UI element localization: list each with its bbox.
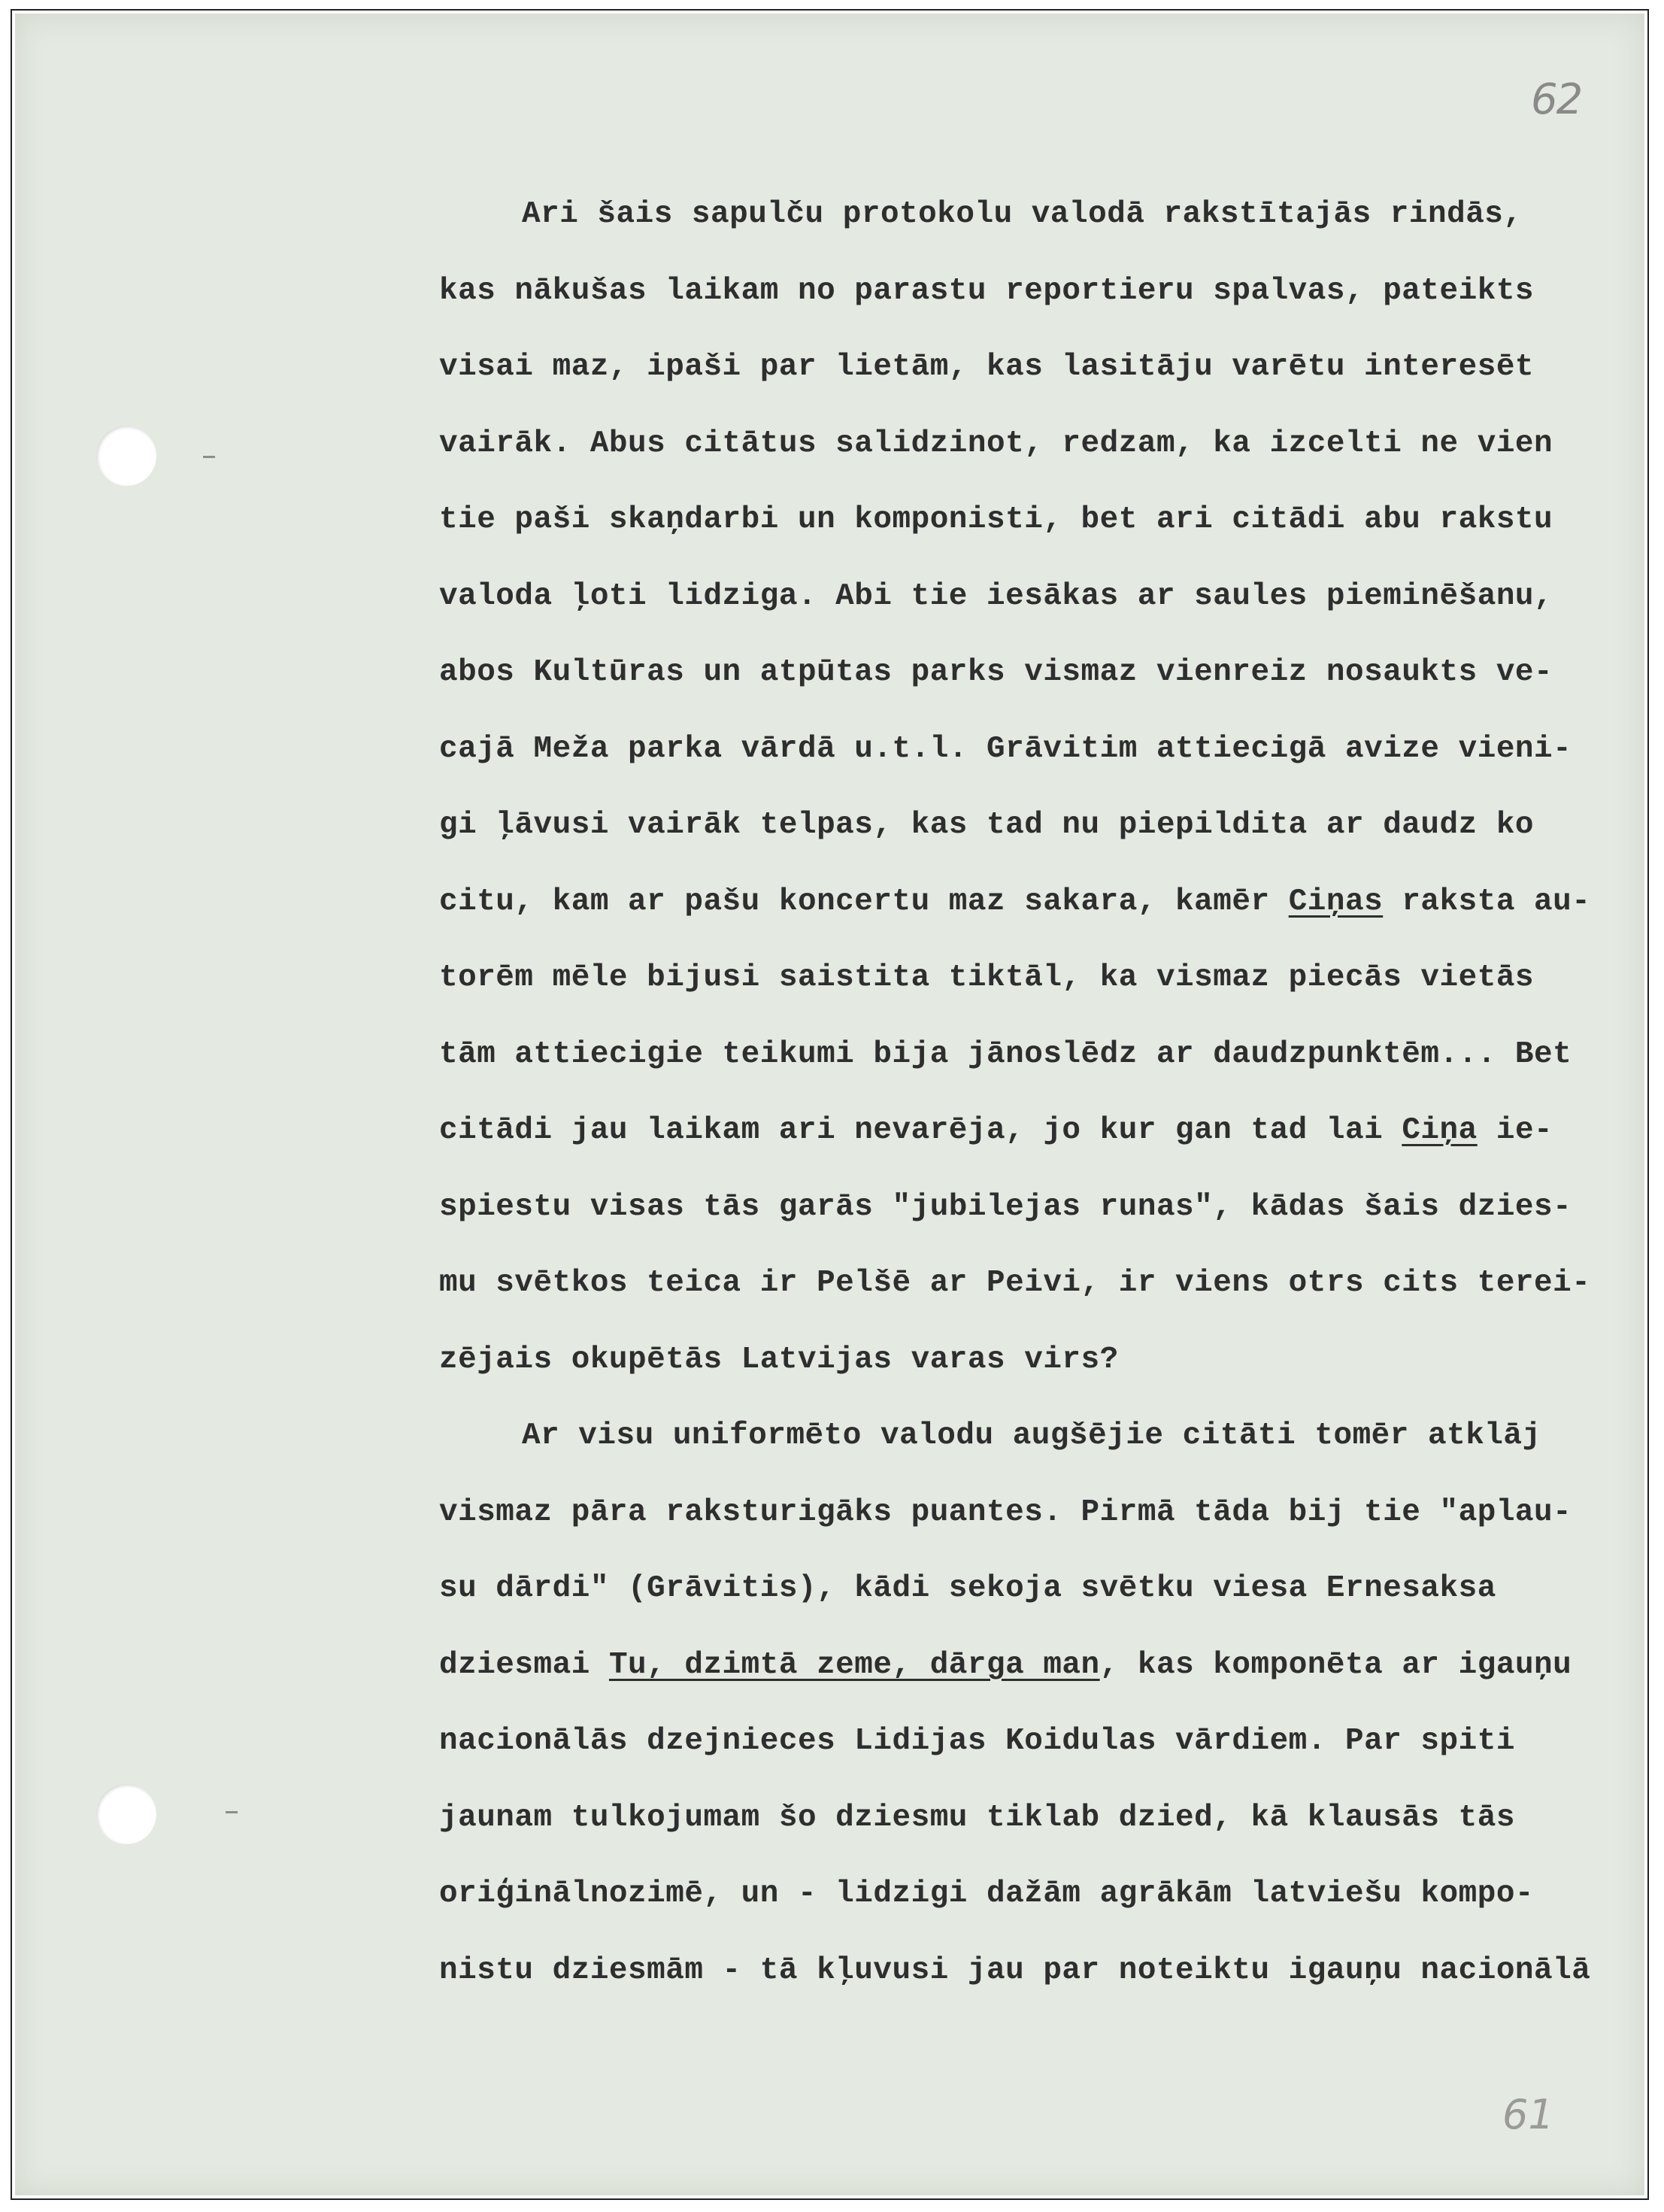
text-segment: mu svētkos teica ir Pelšē ar Peivi, ir viens otrs cits terei- [439,1266,1591,1300]
text-line [439,192,1597,269]
text-line [439,1566,1597,1643]
text-line [439,1871,1597,1948]
text-segment: abos Kultūras un atpūtas parks vismaz vienreiz nosaukts ve- [439,655,1553,690]
text-line [439,803,1597,879]
text-line [439,1643,1597,1719]
text-line [439,497,1597,574]
text-segment: citādi jau laikam ari nevarēja, jo kur gan tad lai [439,1113,1402,1148]
text-segment: Ari šais sapulču protokolu valodā rakstītajās rindās, [522,197,1523,232]
text-segment: Ar visu uniformēto valodu augšējie citāti tomēr atklāj [522,1419,1541,1453]
text-line [439,727,1597,803]
text-line [439,1719,1597,1795]
text-segment: spiestu visas tās garās "jubilejas runas", kādas šais dzies- [439,1189,1572,1224]
text-segment: tie paši skaņdarbi un komponisti, bet ari citādi abu rakstu [439,502,1553,537]
text-line [439,955,1597,1032]
handwritten-archive-number: 61 [1502,2091,1554,2138]
underlined-title: Ciņa [1402,1113,1478,1148]
text-line [439,1261,1597,1337]
underlined-title: Tu, dzimtā zeme, dārga man [608,1647,1100,1683]
text-segment: , kas komponēta ar igauņu [1099,1647,1572,1683]
text-segment: cajā Meža parka vārdā u.t.l. Grāvitim attiecigā avize vieni- [439,731,1572,766]
text-line [439,650,1597,727]
punch-hole-bottom [96,1784,156,1844]
text-segment: gi ļāvusi vairāk telpas, kas tad nu piepildita ar daudz ko [439,808,1535,842]
text-segment: nacionālās dzejnieces Lidijas Koidulas vārdiem. Par spiti [439,1724,1515,1758]
text-line [439,421,1597,498]
text-segment: oriģinālnozimē, un - lidzigi dažām agrākām latviešu kompo- [439,1877,1535,1911]
text-line [439,344,1597,421]
text-line [439,1490,1597,1567]
text-segment: dziesmai [439,1647,609,1683]
typewritten-text [439,192,1597,2024]
text-segment: ie- [1477,1113,1553,1148]
text-segment: jaunam tulkojumam šo dziesmu tiklab dzied, kā klausās tās [439,1800,1515,1835]
handwritten-page-number: 62 [1531,75,1582,124]
text-line [439,1032,1597,1109]
text-line [439,1185,1597,1261]
text-segment: nistu dziesmām - tā kļuvusi jau par noteiktu igauņu nacionālā [439,1953,1591,1988]
text-line [439,1948,1597,2025]
paragraph [439,1413,1597,2024]
text-segment: vismaz pāra raksturigāks puantes. Pirmā tāda bij tie "aplau- [439,1494,1572,1530]
text-line [439,269,1597,345]
text-segment: torēm mēle bijusi saistita tiktāl, ka vismaz piecās vietās [439,960,1535,995]
margin-mark [226,1811,238,1813]
text-segment: visai maz, ipaši par lietām, kas lasitāju varētu interesēt [439,350,1535,384]
punch-hole-top [96,426,156,486]
text-segment: citu, kam ar pašu koncertu maz sakara, kamēr [439,884,1289,919]
text-segment: zējais okupētās Latvijas varas virs? [439,1342,1119,1377]
text-segment: raksta au- [1383,884,1591,919]
text-segment: su dārdi" (Grāvitis), kādi sekoja svētku viesa Ernesaksa [439,1571,1496,1606]
text-line [439,1337,1597,1414]
text-segment: kas nākušas laikam no parastu reportieru spalvas, pateikts [439,273,1535,308]
paragraph [439,192,1597,1413]
text-segment: tām attiecigie teikumi bija jānoslēdz ar daudzpunktēm... Bet [439,1036,1572,1072]
text-segment: valoda ļoti lidziga. Abi tie iesākas ar saules pieminēšanu, [439,578,1553,614]
text-segment: vairāk. Abus citātus salidzinot, redzam, ka izcelti ne vien [439,426,1553,461]
text-line [439,879,1597,956]
text-line [439,1108,1597,1185]
text-line [439,574,1597,651]
margin-mark [203,456,215,458]
text-line [439,1413,1597,1490]
text-line [439,1795,1597,1872]
underlined-title: Ciņas [1288,884,1384,919]
